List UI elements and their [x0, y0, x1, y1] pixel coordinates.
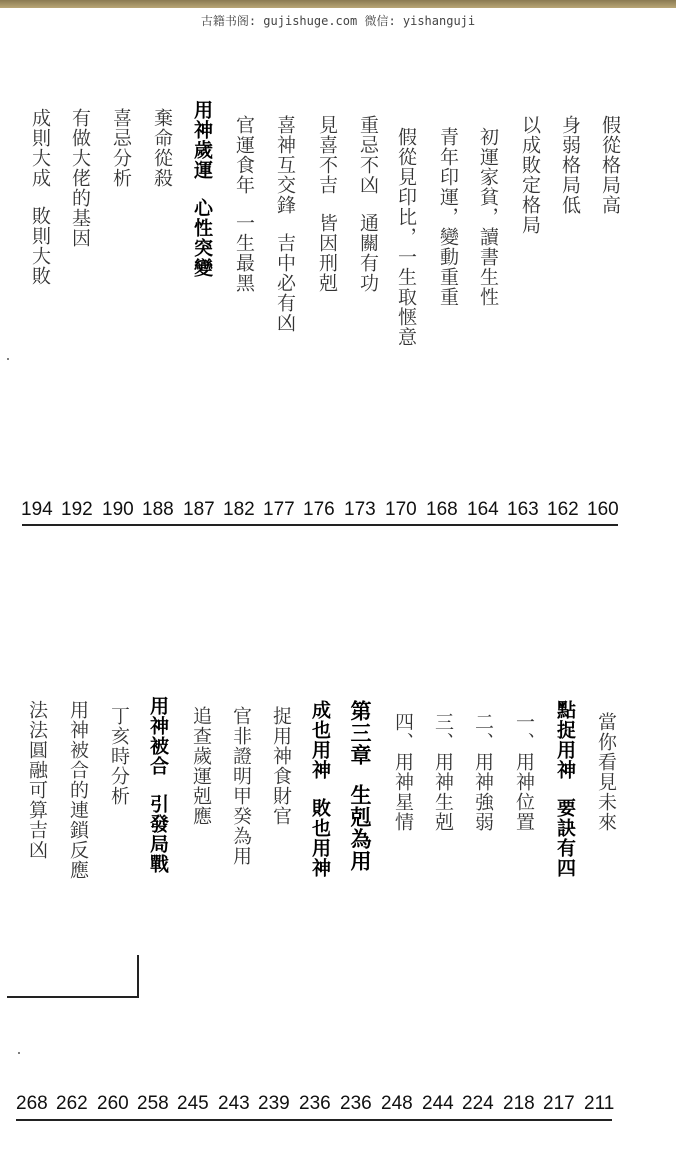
toc-entry: 以成敗定格局 — [519, 115, 541, 235]
page-number: 236 — [299, 1093, 331, 1114]
toc-entry — [314, 115, 341, 293]
toc-entry — [355, 115, 382, 293]
page-number: 187 — [183, 499, 215, 520]
toc-entry: 假從格局高 — [599, 115, 621, 215]
toc-section-heading — [552, 700, 579, 878]
page-number: 173 — [344, 499, 376, 520]
toc-entry: 身弱格局低 — [559, 115, 581, 215]
toc-entry-part: 通關有功 — [357, 213, 379, 293]
watermark: 古籍书阁: gujishuge.com 微信: yishanguji — [200, 14, 476, 28]
page-number: 168 — [426, 499, 458, 520]
toc-entry-part: 皆因刑剋 — [316, 213, 338, 293]
toc-entry: 喜忌分析 — [110, 108, 132, 188]
toc-entry-part: 敗則大敗 — [29, 206, 51, 286]
divider-line — [22, 524, 618, 526]
toc-entry: 追查歲運剋應 — [190, 706, 212, 826]
page-number: 211 — [584, 1093, 615, 1114]
page-number: 192 — [61, 499, 93, 520]
toc-entry-part: 吉中必有凶 — [274, 233, 296, 333]
page-number: 194 — [21, 499, 53, 520]
toc-entry: 有做大佬的基因 — [69, 108, 91, 248]
toc-entry — [27, 108, 54, 286]
toc-section-heading — [307, 700, 334, 878]
page-number: 243 — [218, 1093, 250, 1114]
toc-entry: 四、用神星情 — [392, 712, 414, 832]
toc-entry: 用神被合的連鎖反應 — [67, 700, 89, 880]
page-number-row — [0, 499, 676, 525]
page-number: 188 — [142, 499, 174, 520]
toc-entry: 捉用神食財官 — [270, 706, 292, 826]
page-number: 162 — [547, 499, 579, 520]
toc-entry: 丁亥時分析 — [108, 706, 130, 806]
toc-entry: 當你看見未來 — [595, 712, 617, 832]
scan-speck — [7, 358, 9, 360]
page-number: 262 — [56, 1093, 88, 1114]
toc-entry: 棄命從殺 — [151, 108, 173, 188]
toc-section-heading — [145, 696, 172, 874]
toc-section-heading — [189, 100, 216, 278]
bracket-line — [137, 955, 139, 997]
toc-entry-part: 點捉用神 — [554, 700, 576, 780]
page-number: 160 — [587, 499, 619, 520]
page-number: 224 — [462, 1093, 494, 1114]
toc-entry — [231, 115, 258, 293]
page-number: 217 — [543, 1093, 575, 1114]
page-number: 260 — [97, 1093, 129, 1114]
toc-entry: 官非證明甲癸為用 — [230, 706, 252, 866]
toc-entry-part: 用神歲運 — [191, 100, 213, 180]
toc-entry-part: 用神被合 — [147, 696, 169, 776]
toc-entry-part: 見喜不吉 — [316, 115, 338, 195]
page-number: 236 — [340, 1093, 372, 1114]
toc-entry-part: 引發局戰 — [147, 794, 169, 874]
page-number: 182 — [223, 499, 255, 520]
chapter-title: 生剋為用 — [348, 784, 372, 872]
toc-entry-part: 喜神互交鋒 — [274, 115, 296, 215]
toc-entry — [272, 115, 299, 333]
chapter-number: 第三章 — [348, 700, 372, 766]
page-number-row — [0, 1093, 676, 1119]
toc-entry-part: 成也用神 — [309, 700, 331, 780]
page-number: 177 — [263, 499, 295, 520]
page-number: 164 — [467, 499, 499, 520]
toc-entry-part: 官運食年 — [233, 115, 255, 195]
page-number: 258 — [137, 1093, 169, 1114]
toc-entry-part: 要訣有四 — [554, 798, 576, 878]
toc-entry: 三、用神生剋 — [432, 712, 454, 832]
page-number: 176 — [303, 499, 335, 520]
page-number: 245 — [177, 1093, 209, 1114]
toc-entry: 二、用神強弱 — [472, 712, 494, 832]
page-number: 218 — [503, 1093, 535, 1114]
toc-entry-part: 敗也用神 — [309, 798, 331, 878]
page-number: 244 — [422, 1093, 454, 1114]
divider-line — [16, 1119, 612, 1121]
toc-entry: 假從見印比，一生取惬意 — [395, 127, 417, 347]
chapter-heading — [345, 700, 375, 872]
toc-entry-part: 重忌不凶 — [357, 115, 379, 195]
toc-entry: 一、用神位置 — [513, 712, 535, 832]
page-number: 268 — [16, 1093, 48, 1114]
page-number: 239 — [258, 1093, 290, 1114]
top-border — [0, 0, 676, 8]
scan-speck — [18, 1052, 20, 1054]
toc-entry: 法法圓融可算吉凶 — [26, 700, 48, 860]
toc-entry: 初運家貧，讀書生性 — [477, 127, 499, 307]
page-number: 170 — [385, 499, 417, 520]
toc-entry-part: 一生最黑 — [233, 213, 255, 293]
page-number: 190 — [102, 499, 134, 520]
page-number: 248 — [381, 1093, 413, 1114]
toc-entry-part: 心性突變 — [191, 198, 213, 278]
toc-entry: 青年印運，變動重重 — [437, 127, 459, 307]
page-number: 163 — [507, 499, 539, 520]
toc-entry-part: 成則大成 — [29, 108, 51, 188]
bracket-line — [7, 996, 139, 998]
